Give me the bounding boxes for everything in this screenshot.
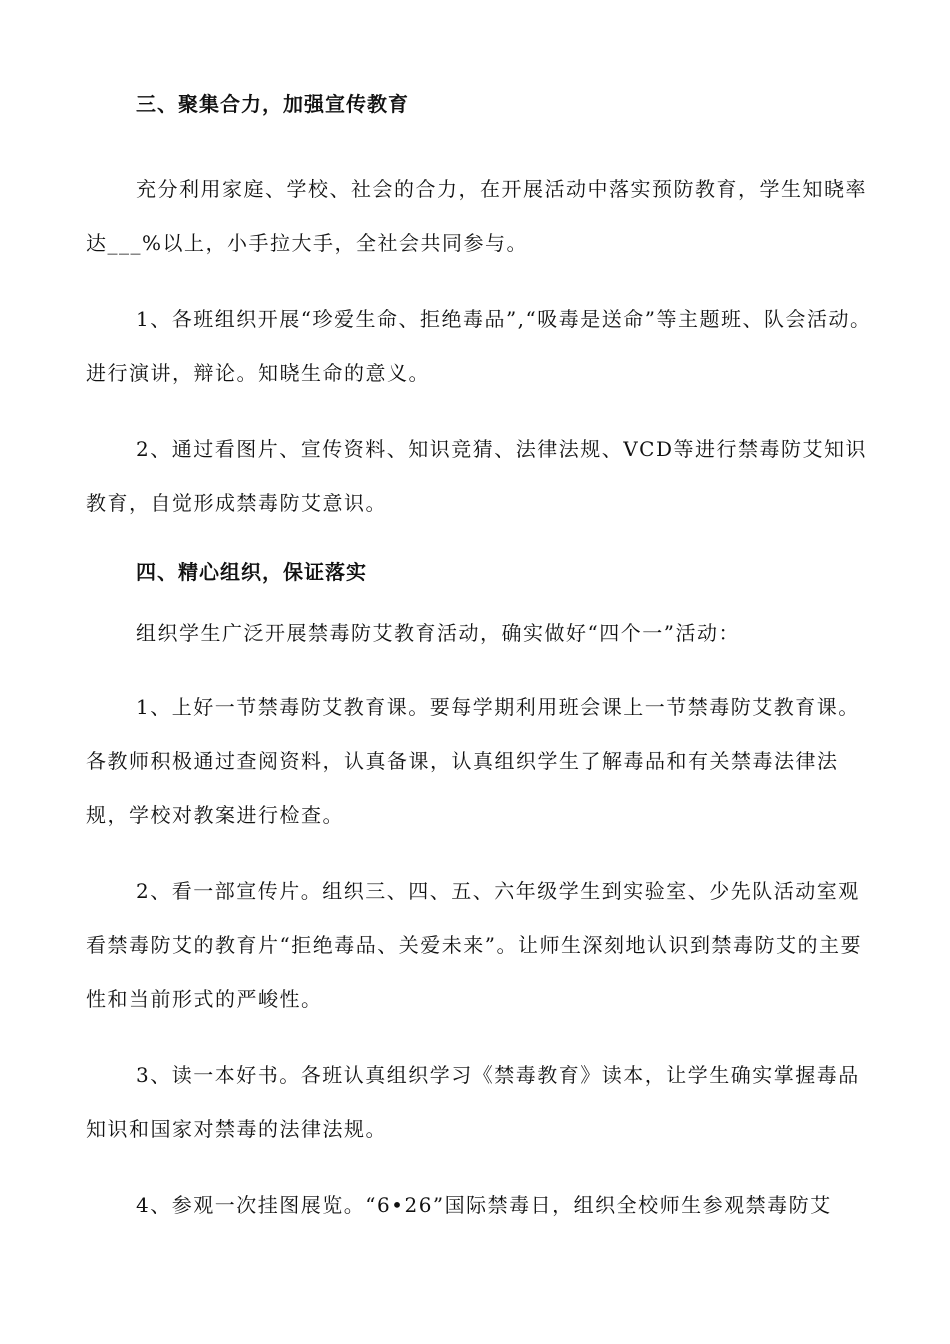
paragraph: 1、各班组织开展“珍爱生命、拒绝毒品”,“吸毒是送命”等主题班、队会活动。进行演讲，辩论。知晓生命的意义。	[86, 307, 872, 385]
paragraph: 4、参观一次挂图展览。“6•26”国际禁毒日，组织全校师生参观禁毒防艾	[136, 1193, 832, 1217]
section-4	[86, 552, 876, 1232]
paragraph: 2、通过看图片、宣传资料、知识竞猜、法律法规、VCD等进行禁毒防艾知识教育，自觉形成禁毒防艾意识。	[86, 437, 868, 515]
section-heading: 三、聚集合力，加强宣传教育	[136, 92, 409, 116]
section-heading: 四、精心组织，保证落实	[136, 560, 367, 584]
paragraph: 组织学生广泛开展禁毒防艾教育活动，确实做好“四个一”活动：	[136, 621, 740, 645]
paragraph: 1、上好一节禁毒防艾教育课。要每学期利用班会课上一节禁毒防艾教育课。各教师积极通过查阅资料，认真备课，认真组织学生了解毒品和有关禁毒法律法规，学校对教案进行检查。	[86, 695, 860, 827]
section-3	[86, 92, 876, 530]
paragraph: 2、看一部宣传片。组织三、四、五、六年级学生到实验室、少先队活动室观看禁毒防艾的教育片“拒绝毒品、关爱未来”。让师生深刻地认识到禁毒防艾的主要性和当前形式的严峻性。	[86, 879, 862, 1011]
document-body	[86, 92, 876, 1232]
paragraph: 充分利用家庭、学校、社会的合力，在开展活动中落实预防教育，学生知晓率达___%以上，小手拉大手，全社会共同参与。	[86, 177, 867, 255]
paragraph: 3、读一本好书。各班认真组织学习《禁毒教育》读本，让学生确实掌握毒品知识和国家对禁毒的法律法规。	[86, 1063, 860, 1141]
